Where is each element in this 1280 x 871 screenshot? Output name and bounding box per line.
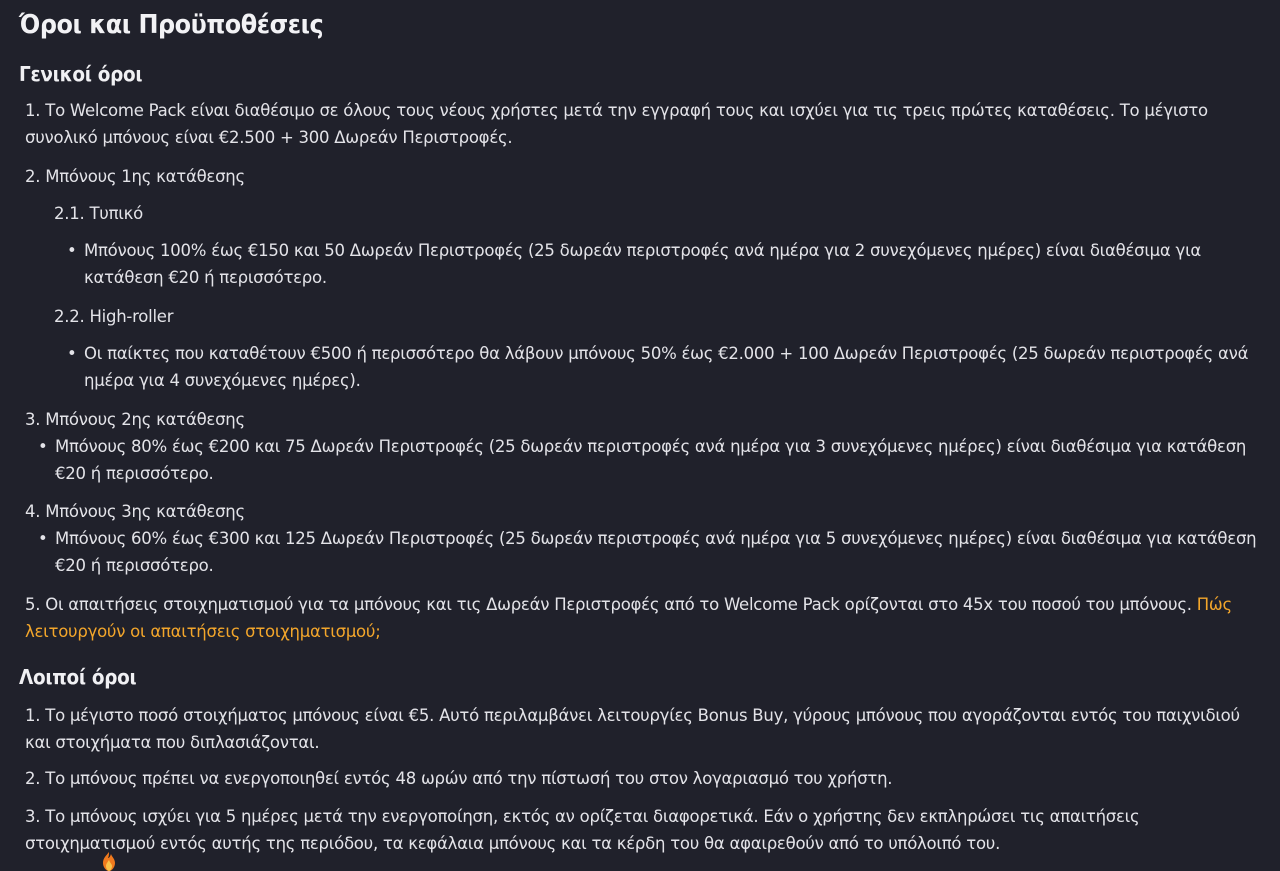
flame-icon	[97, 852, 121, 871]
other-term-1: 1. Το μέγιστο ποσό στοιχήματος μπόνους είναι €5. Αυτό περιλαμβάνει λειτουργίες Bonus Buy, γύρους μπόνους που αγοράζονται εντός του παιχνιδιού και στοιχήματα που διπλασιάζονται.	[25, 706, 1240, 752]
general-term-2-2: 2.2. High-roller	[54, 307, 174, 326]
general-term-3: 3. Μπόνους 2ης κατάθεσης	[25, 410, 245, 429]
wagering-requirements-link[interactable]: Πώς λειτουργούν οι απαιτήσεις στοιχηματισμού;	[25, 595, 1232, 641]
general-term-2-1-bullet: • Μπόνους 100% έως €150 και 50 Δωρεάν Περιστροφές (25 δωρεάν περιστροφές ανά ημέρα για 2 συνεχόμενες ημέρες) είναι διαθέσιμα για κατάθεση €20 ή περισσότερο.	[84, 237, 1234, 291]
page-title: Όροι και Προϋποθέσεις	[19, 10, 324, 40]
general-term-3-bullet: • Μπόνους 80% έως €200 και 75 Δωρεάν Περιστροφές (25 δωρεάν περιστροφές ανά ημέρα για 3 συνεχόμενες ημέρες) είναι διαθέσιμα για κατάθεση €20 ή περισσότερο.	[55, 433, 1265, 487]
general-term-4: 4. Μπόνους 3ης κατάθεσης	[25, 502, 245, 521]
general-term-1: 1. Το Welcome Pack είναι διαθέσιμο σε όλους τους νέους χρήστες μετά την εγγραφή τους και ισχύει για τις τρεις πρώτες καταθέσεις. Το μέγιστο συνολικό μπόνους είναι €2.500 + 300 Δωρεάν Περιστροφές.	[25, 101, 1208, 147]
general-term-5-text: 5. Οι απαιτήσεις στοιχηματισμού για τα μπόνους και τις Δωρεάν Περιστροφές από το Welcome Pack ορίζονται στο 45x του ποσού του μπόνους.	[25, 595, 1192, 614]
other-term-3: 3. Το μπόνους ισχύει για 5 ημέρες μετά την ενεργοποίηση, εκτός αν ορίζεται διαφορετικά. Εάν ο χρήστης δεν εκπληρώσει τις απαιτήσεις στοιχηματισμού εντός αυτής της περιόδου, τα κεφάλαια μπόνους και τα κέρδη του θα αφαιρεθούν από το υπόλοιπό του.	[25, 807, 1140, 853]
general-term-2-2-bullet: • Οι παίκτες που καταθέτουν €500 ή περισσότερο θα λάβουν μπόνους 50% έως €2.000 + 100 Δωρεάν Περιστροφές (25 δωρεάν περιστροφές ανά ημέρα για 4 συνεχόμενες ημέρες).	[84, 340, 1274, 394]
general-term-2-1: 2.1. Τυπικό	[54, 204, 143, 223]
general-terms-heading: Γενικοί όροι	[19, 62, 143, 86]
general-term-4-bullet: • Μπόνους 60% έως €300 και 125 Δωρεάν Περιστροφές (25 δωρεάν περιστροφές ανά ημέρα για 5 συνεχόμενες ημέρες) είναι διαθέσιμα για κατάθεση €20 ή περισσότερο.	[55, 525, 1270, 579]
other-terms-heading: Λοιποί όροι	[19, 665, 137, 689]
general-term-5	[25, 591, 1250, 645]
general-term-2: 2. Μπόνους 1ης κατάθεσης	[25, 167, 245, 186]
other-term-2: 2. Το μπόνους πρέπει να ενεργοποιηθεί εντός 48 ωρών από την πίστωσή του στον λογαριασμό του χρήστη.	[25, 769, 893, 788]
